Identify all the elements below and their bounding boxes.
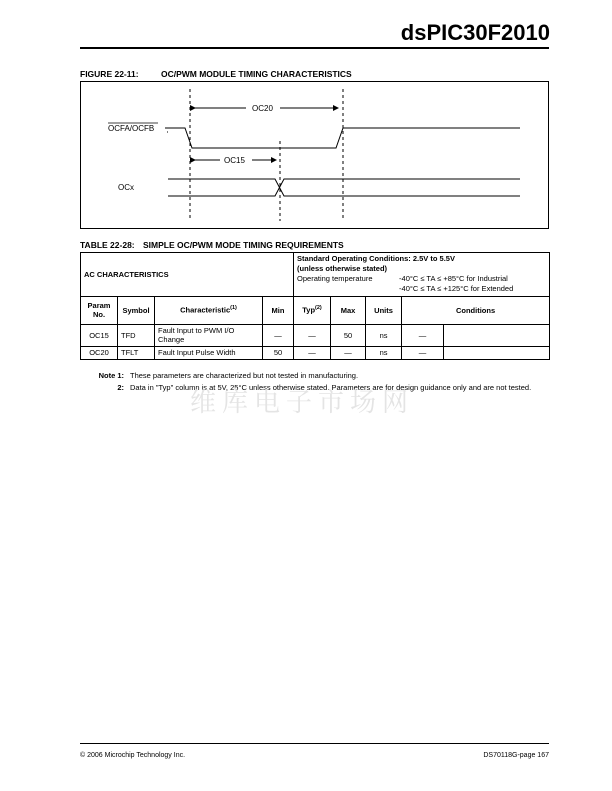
- col-param: Param No.: [81, 296, 118, 324]
- row-min: —: [263, 324, 294, 346]
- note-2-label: 2:: [117, 382, 124, 392]
- table-caption: [80, 240, 344, 250]
- op-temp-industrial: -40°C ≤ TA ≤ +85°C for Industrial: [399, 274, 508, 284]
- note-2-text: Data in "Typ" column is at 5V, 25°C unless otherwise stated. Parameters are for design guidance only and are not tested.: [130, 382, 532, 392]
- row-symbol: TFD: [118, 324, 155, 346]
- note-1: [80, 371, 550, 381]
- std-conditions: Standard Operating Conditions: 2.5V to 5.5V: [297, 254, 455, 263]
- column-header-row: [81, 296, 550, 324]
- col-characteristic: Characteristic$^{(1)}$: [155, 296, 263, 324]
- op-temp-row: [297, 274, 546, 294]
- table-row: [81, 346, 550, 359]
- row-units: ns: [366, 324, 402, 346]
- row-cond2: [444, 346, 550, 359]
- note-1-text: These parameters are characterized but not tested in manufacturing.: [130, 371, 359, 380]
- row-cond1: —: [402, 324, 444, 346]
- row-param: OC20: [81, 346, 118, 359]
- col-max: Max: [331, 296, 366, 324]
- ocx-waveform-low: [168, 179, 520, 196]
- watermark: 维库电子市场网: [190, 388, 415, 418]
- col-typ: Typ$^{(2)}$: [294, 296, 331, 324]
- row-max: 50: [331, 324, 366, 346]
- row-typ: —: [294, 324, 331, 346]
- footer-rule: [80, 743, 549, 744]
- page-title: dsPIC30F2010: [400, 20, 550, 45]
- figure-number: FIGURE 22-11:: [80, 69, 139, 79]
- op-temp-extended: -40°C ≤ TA ≤ +125°C for Extended: [399, 284, 514, 294]
- row-characteristic: Fault Input Pulse Width: [155, 346, 263, 359]
- row-cond2: [444, 324, 550, 346]
- col-conditions: Conditions: [402, 296, 550, 324]
- oc20-label: OC20: [252, 104, 273, 113]
- header-rule: [80, 47, 549, 49]
- ocx-label: OCx: [118, 183, 134, 192]
- col-units: Units: [366, 296, 402, 324]
- ocfa-label: OCFA/OCFB: [108, 124, 155, 133]
- timing-diagram: [80, 81, 549, 229]
- row-min: 50: [263, 346, 294, 359]
- ocx-waveform-high: [168, 179, 520, 196]
- figure-title: OC/PWM MODULE TIMING CHARACTERISTICS: [160, 69, 352, 79]
- operating-conditions-cell: [294, 253, 550, 297]
- col-min: Min: [263, 296, 294, 324]
- figure-caption: [80, 69, 352, 79]
- row-param: OC15: [81, 324, 118, 346]
- table-title: SIMPLE OC/PWM MODE TIMING REQUIREMENTS: [143, 240, 344, 250]
- note-1-label: Note 1:: [98, 371, 124, 380]
- ac-characteristics-cell: AC CHARACTERISTICS: [81, 253, 294, 297]
- table-number: TABLE 22-28:: [80, 240, 135, 250]
- footer-page-number: DS70118G-page 167: [483, 752, 549, 759]
- oc15-label: OC15: [224, 156, 245, 165]
- std-conditions-note: (unless otherwise stated): [297, 264, 388, 274]
- conditions-header-row: [81, 253, 550, 297]
- row-characteristic: Fault Input to PWM I/O Change: [155, 324, 263, 346]
- op-temp-label: Operating temperature: [297, 274, 373, 284]
- row-units: ns: [366, 346, 402, 359]
- row-typ: —: [294, 346, 331, 359]
- footer-copyright: © 2006 Microchip Technology Inc.: [80, 752, 186, 759]
- row-cond1: —: [402, 346, 444, 359]
- row-symbol: TFLT: [118, 346, 155, 359]
- table-row: [81, 324, 550, 346]
- row-max: —: [331, 346, 366, 359]
- timing-requirements-table: [80, 252, 550, 360]
- col-symbol: Symbol: [118, 296, 155, 324]
